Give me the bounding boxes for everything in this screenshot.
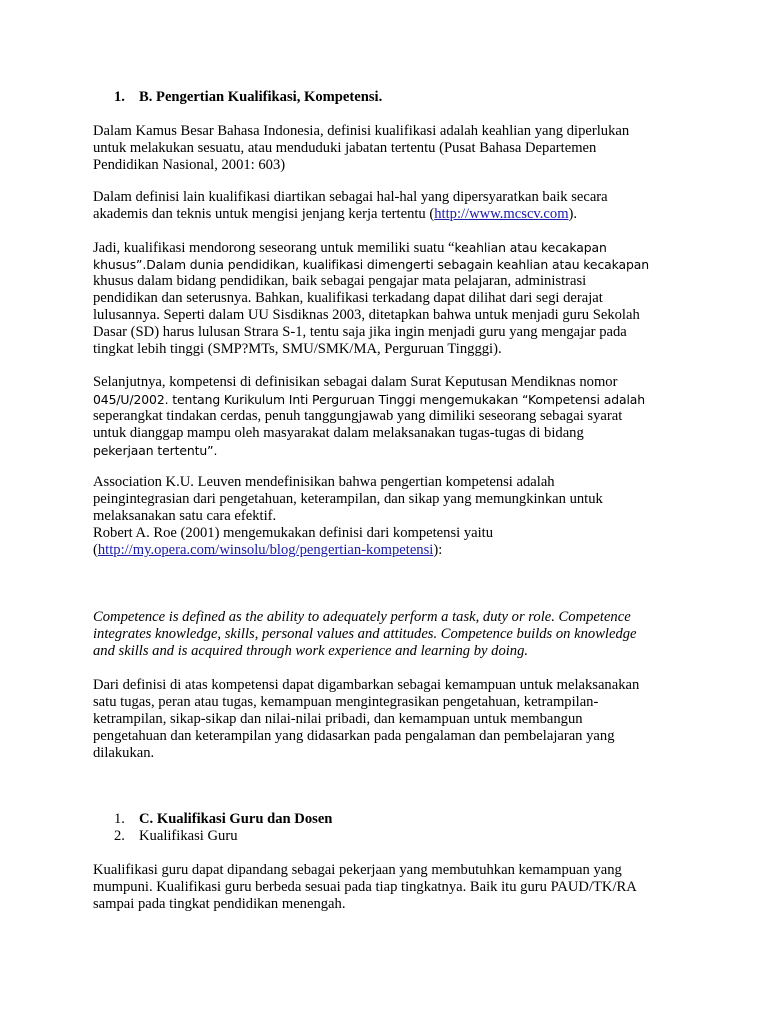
paragraph-line: Dalam Kamus Besar Bahasa Indonesia, definisi kualifikasi adalah keahlian yang diperlukan xyxy=(93,123,630,139)
paragraph-line: Dalam definisi lain kualifikasi diartikan sebagai hal-hal yang dipersyaratkan baik secara xyxy=(93,189,608,205)
paragraph-line: peingintegrasian dari pengetahuan, keterampilan, dan sikap yang memungkinkan untuk xyxy=(93,491,603,507)
paragraph-line: ketrampilan, sikap-sikap dan nilai-nilai pribadi, dan kemampuan untuk membangun xyxy=(93,711,583,727)
paragraph-line: khusus dalam bidang pendidikan, baik sebagai pengajar mata pelajaran, administrasi xyxy=(93,273,587,289)
quote-line: and skills and is acquired through work experience and learning by doing. xyxy=(93,643,529,659)
list-number: 1. xyxy=(114,811,125,827)
paragraph-line: khusus”.Dalam dunia pendidikan, kualifikasi dimengerti sebagain keahlian atau kecakapan xyxy=(93,257,650,272)
mcscv-link[interactable]: http://www.mcscv.com xyxy=(434,206,569,222)
paragraph-line: Dari definisi di atas kompetensi dapat digambarkan sebagai kemampuan untuk melaksanakan xyxy=(93,677,640,693)
paragraph-line: Association K.U. Leuven mendefinisikan bahwa pengertian kompetensi adalah xyxy=(93,474,555,490)
list-number: 2. xyxy=(114,828,125,844)
paragraph-line xyxy=(93,542,442,559)
text-span: ): xyxy=(433,542,443,558)
text-span: ( xyxy=(93,542,98,558)
paragraph-line: lulusannya. Seperti dalam UU Sisdiknas 2003, ditetapkan bahwa untuk menjadi guru Sekolah xyxy=(93,307,640,323)
paragraph-line: Selanjutnya, kompetensi di definisikan sebagai dalam Surat Keputusan Mendiknas nomor xyxy=(93,374,618,390)
paragraph-line: Kualifikasi guru dapat dipandang sebagai pekerjaan yang membutuhkan kemampuan yang xyxy=(93,862,622,878)
paragraph-line: seperangkat tindakan cerdas, penuh tanggungjawab yang dimiliki seseorang sebagai syarat xyxy=(93,408,623,424)
text-span: ). xyxy=(568,206,578,222)
paragraph-line xyxy=(93,239,607,257)
paragraph-line: Pendidikan Nasional, 2001: 603) xyxy=(93,157,286,173)
quote-line: integrates knowledge, skills, personal values and attitudes. Competence builds on knowledge xyxy=(93,626,637,642)
paragraph-line xyxy=(93,206,577,223)
list-number: 1. xyxy=(114,89,125,105)
paragraph-line: sampai pada tingkat pendidikan menengah. xyxy=(93,896,346,912)
text-span: akademis dan teknis untuk mengisi jenjang kerja tertentu ( xyxy=(93,206,435,222)
paragraph-line: mumpuni. Kualifikasi guru berbeda sesuai pada tiap tingkatnya. Baik itu guru PAUD/TK/RA xyxy=(93,879,637,895)
paragraph-line: pendidikan dan seterusnya. Bahkan, kualifikasi terkadang dapat dilihat dari segi derajat xyxy=(93,290,603,306)
section-heading-b: B. Pengertian Kualifikasi, Kompetensi. xyxy=(139,89,383,105)
quote-line: Competence is defined as the ability to adequately perform a task, duty or role. Competence xyxy=(93,609,631,625)
paragraph-line: Dasar (SD) harus lulusan Strara S-1, tentu saja jika ingin menjadi guru yang mengajar pada xyxy=(93,324,627,340)
paragraph-line: untuk dianggap mampu oleh masyarakat dalam melaksanakan tugas-tugas di bidang xyxy=(93,425,584,441)
paragraph-line: Robert A. Roe (2001) mengemukakan definisi dari kompetensi yaitu xyxy=(93,525,494,541)
paragraph-line: satu tugas, peran atau tugas, kemampuan mengintegrasikan pengetahuan, ketrampilan- xyxy=(93,694,599,710)
opera-blog-link[interactable]: http://my.opera.com/winsolu/blog/pengertian-kompetensi xyxy=(97,542,434,558)
paragraph-line: pekerjaan tertentu”. xyxy=(93,443,218,458)
paragraph-line: pengetahuan dan keterampilan yang didasarkan pada pengalaman dan pembelajaran yang xyxy=(93,728,615,744)
section-heading-c: C. Kualifikasi Guru dan Dosen xyxy=(139,811,333,827)
paragraph-line: dilakukan. xyxy=(93,745,155,761)
text-span: Jadi, kualifikasi mendorong seseorang untuk memiliki suatu “ xyxy=(93,240,455,256)
paragraph-line: tingkat lebih tinggi (SMP?MTs, SMU/SMK/MA, Perguruan Tingggi). xyxy=(93,341,502,357)
text-span: keahlian atau kecakapan xyxy=(454,240,607,255)
list-item: Kualifikasi Guru xyxy=(139,828,238,844)
paragraph-line: 045/U/2002. tentang Kurikulum Inti Perguruan Tinggi mengemukakan “Kompetensi adalah xyxy=(93,392,646,407)
paragraph-line: melaksanakan satu cara efektif. xyxy=(93,508,277,524)
paragraph-line: untuk melakukan sesuatu, atau menduduki jabatan tertentu (Pusat Bahasa Departemen xyxy=(93,140,597,156)
